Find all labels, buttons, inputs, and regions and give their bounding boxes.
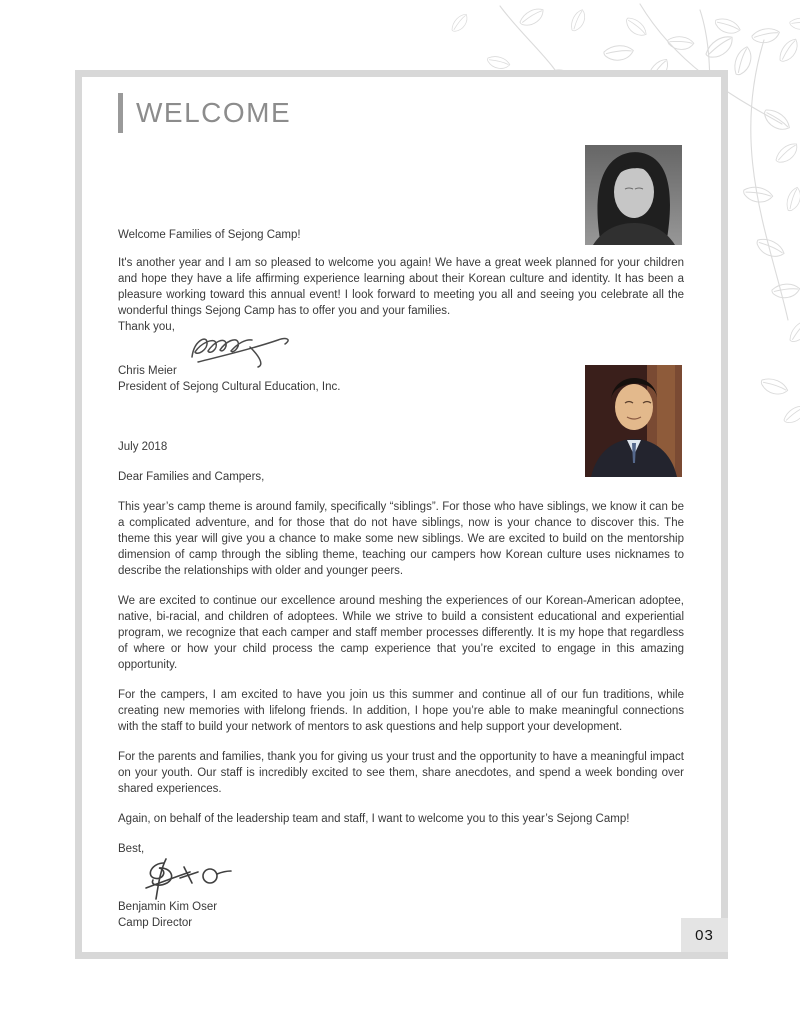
meier-signer-title: President of Sejong Cultural Education, Inc.: [118, 381, 341, 393]
oser-paragraph-5: Again, on behalf of the leadership team and staff, I want to welcome you to this year’s Sejong Camp!: [118, 813, 630, 825]
oser-greeting: Dear Families and Campers,: [118, 471, 265, 483]
oser-paragraph-2: We are excited to continue our excellence around meshing the experiences of our Korean-American adoptee, native, bi-racial, and children of adoptees. While we strive to build a consistent educational and experiential program, we recognize that each camper and staff member processes differently. It is my hope that regardless of where or how your child process the camp experience that you’re excited to engage in this amazing opportunity.: [118, 595, 684, 671]
page-number-badge: [681, 918, 728, 952]
oser-signer-title: Camp Director: [118, 917, 193, 929]
meier-body: It's another year and I am so pleased to welcome you again! We have a great week planned for your children and hope they have a life affirming experience learning about their Korean culture and identity. It has been a pleasure working toward this annual event! I look forward to meeting you all and seeing you celebrate all the wonderful things Sejong Camp has to offer you and your families.: [118, 257, 684, 317]
oser-paragraph-1: This year’s camp theme is around family, specifically “siblings”. For those who have siblings, we know it can be a complicated adventure, and for those that do not have siblings, now is your chance to discover this. The theme this year will give you a chance to make some new siblings. We are excited to build on the mentorship dimension of camp through the sibling theme, teaching our campers how Korean culture uses nicknames to describe the relationships with older and younger peers.: [118, 501, 684, 577]
letter-frame: [75, 70, 728, 959]
meier-greeting: Welcome Families of Sejong Camp!: [118, 229, 301, 241]
letter-content: [118, 227, 684, 931]
oser-paragraph-4: For the parents and families, thank you for giving us your trust and the opportunity to have a meaningful impact on your youth. Our staff is incredibly excited to see them, share anecdotes, and spend a week bonding over shared experiences.: [118, 751, 684, 795]
oser-paragraph-3: For the campers, I am excited to have you join us this summer and continue all of our fun traditions, while creating new memories with lifelong friends. In addition, I hope you’re able to make meaningful connections with the staff to build your network of mentors to ask questions and help support your development.: [118, 689, 684, 733]
meier-closing: Thank you,: [118, 321, 175, 333]
oser-signer-name: Benjamin Kim Oser: [118, 901, 218, 913]
oser-date: July 2018: [118, 441, 168, 453]
page-title: WELCOME: [136, 97, 292, 128]
oser-closing: Best,: [118, 843, 145, 855]
title-accent-bar: [118, 93, 123, 133]
meier-signer-name: Chris Meier: [118, 365, 177, 377]
page-title-block: [118, 93, 291, 133]
benjamin-oser-signature: [132, 855, 242, 903]
page-number: 03: [695, 926, 714, 944]
